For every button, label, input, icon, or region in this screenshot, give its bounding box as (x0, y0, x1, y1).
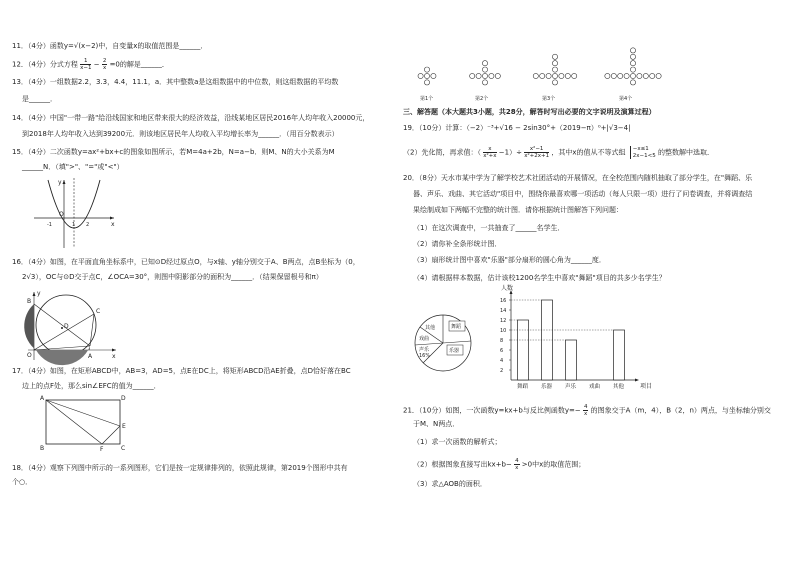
pattern-circle (624, 73, 629, 78)
question-18: 18．（4分）观察下列图中所示的一系列图形，它们是按一定规律排列的，依照此规律，第2019个图形中共有 (12, 464, 348, 472)
label-O: O (27, 352, 32, 359)
pattern-circle (552, 67, 557, 72)
pattern-circle (424, 73, 429, 78)
label-B: B (40, 445, 45, 452)
question-21-part1: （1）求一次函数的解析式； (413, 438, 502, 446)
question-14: 14．（4分）中国"一带一路"给沿线国家和地区带来很大的经济效益，沿线某地区居民2016年人均年收入20000元， (12, 114, 370, 122)
y-tick-label: 10 (500, 328, 507, 334)
label-B: B (27, 298, 32, 305)
question-18-line2: 个○． (12, 478, 33, 486)
x-tick-label: 声乐 (565, 384, 577, 390)
x-axis-arrow (635, 379, 639, 382)
pattern-circle (418, 73, 423, 78)
question-19: 19．（10分）计算：（−2）⁻³+√16 − 2sin30°+（2019−π）⁰+|√3−4| (403, 124, 631, 132)
pattern-circle (605, 73, 610, 78)
pattern-circle (637, 73, 642, 78)
pattern-circle (424, 67, 429, 72)
label-A: A (88, 353, 93, 360)
x-tick-label: 戏曲 (589, 384, 601, 390)
y-axis-label: y (58, 179, 62, 186)
label-D: D (64, 323, 69, 330)
pattern-circle (533, 73, 538, 78)
bar-声乐 (566, 340, 577, 380)
y-tick-label: 6 (500, 348, 504, 354)
question-21-part2: （2）根据图象直接写出kx+b− $\frac{4}{x}$ >0中x的取值范围； (413, 458, 586, 471)
y-tick-label: 14 (500, 308, 507, 314)
pie-label-opera: 戏曲 (419, 336, 430, 342)
circle-pattern-figures (407, 42, 677, 104)
label-C: C (121, 445, 126, 452)
y-tick-label: 8 (500, 338, 504, 344)
label-A: A (40, 395, 45, 402)
pie-label-other: 其他 (425, 325, 436, 331)
pattern-circle (630, 54, 635, 59)
pattern-circle (482, 73, 487, 78)
label-y: y (37, 290, 41, 297)
pie-label-instrument: 乐器 (449, 348, 460, 354)
pattern-circle (552, 80, 557, 85)
question-20-part2: （2）请你补全条形统计图． (413, 240, 502, 248)
tick-2: 2 (86, 222, 90, 228)
pie-label-vocal: 声乐 (419, 347, 430, 353)
pattern-circle (572, 73, 577, 78)
pattern-circle (540, 73, 545, 78)
pie-label-dance: 舞蹈 (451, 324, 462, 330)
origin-label: O (59, 211, 64, 218)
x-tick-label: 其他 (613, 384, 625, 390)
y-tick-label: 4 (500, 358, 504, 364)
question-16-line2: 2√3），OC与⊙D交于点C，∠OCA=30°，则图中阴影部分的面积为______．（结果保留根号和π） (22, 273, 323, 281)
figure-label-3: 第3个 (542, 96, 556, 102)
pattern-circle (650, 73, 655, 78)
question-21-part3: （3）求△AOB的面积． (413, 480, 487, 488)
label-C: C (96, 308, 101, 315)
pattern-circle (630, 67, 635, 72)
question-16: 16．（4分）如图，在平面直角坐标系中，已知⊙D经过原点O，与x轴、y轴分别交于A、B两点，点B坐标为（0， (12, 258, 360, 266)
pattern-circle (559, 73, 564, 78)
rectangle-figure (40, 394, 128, 452)
figure-label-4: 第4个 (619, 96, 633, 102)
question-19-part2: （2）先化简，再求值：（ $\frac{x}{\text{x²+x}}$ −1）÷ $\frac{\text{x²−1}}{\text{x²+2x+1}}$ ，其中x的值从不等式组 −x≤1 2x−1<5 的整数解中选取． (403, 146, 714, 159)
x-axis-label: x (111, 221, 115, 228)
question-21: 21．（10分）如图，一次函数y=kx+b与反比例函数y=− $\frac{4}{x}$ 的图象交于A（m，4），B（2，n）两点，与坐标轴分别交 (403, 404, 771, 417)
y-axis-title: 人数 (501, 285, 514, 292)
pattern-circle (630, 73, 635, 78)
fraction-4-over-x: $\frac{4}{x}$ (583, 404, 588, 417)
tick-minus-1: -1 (47, 222, 52, 228)
pattern-circle (470, 73, 475, 78)
circle-figure (24, 290, 120, 362)
question-20: 20．（8分）天水市某中学为了解学校艺术社团活动的开展情况，在全校范围内随机抽取了部分学生，在"舞蹈、乐 (403, 174, 753, 182)
question-15: 15．（4分）二次函数y=ax²+bx+c的图象如图所示，若M=4a+2b，N=a−b．则M、N的大小关系为M (12, 148, 335, 156)
x-tick-label: 舞蹈 (517, 384, 529, 390)
pattern-circle (630, 61, 635, 66)
fraction-2: $\frac{2}{x}$ (102, 58, 107, 71)
pie-chart (409, 305, 489, 385)
pattern-circle (495, 73, 500, 78)
label-x: x (112, 353, 116, 360)
tick-1: 1 (72, 222, 76, 228)
label-E: E (122, 423, 126, 430)
question-15-line2: ______N．（填">"、"="或"<"） (22, 163, 124, 171)
pattern-circle (546, 73, 551, 78)
question-13: 13．（4分）一组数据2.2，3.3，4.4，11.1，a．其中整数a是这组数据中的中位数，则这组数据的平均数 (12, 78, 339, 86)
label-F: F (100, 446, 104, 453)
fraction-4-over-x-2: $\frac{4}{x}$ (515, 458, 519, 471)
section-3-heading: 三、解答题（本大题共3小题，共28分，解答时写出必要的文字说明及演算过程） (403, 108, 656, 116)
pattern-circle (618, 73, 623, 78)
pattern-circle (630, 80, 635, 85)
bar-chart (489, 285, 653, 394)
bar-舞蹈 (518, 320, 529, 380)
parabola-graph (28, 176, 118, 250)
inequality-system: −x≤1 2x−1<5 (630, 146, 656, 159)
pattern-circle (643, 73, 648, 78)
question-17: 17．（4分）如图，在矩形ABCD中，AB=3，AD=5，点E在DC上，将矩形ABCD沿AE折叠，点D恰好落在BC (12, 367, 351, 375)
pattern-circle (476, 73, 481, 78)
label-D: D (121, 395, 126, 402)
pattern-circle (489, 73, 494, 78)
fraction-1: $\frac{1}{x-1}$ (80, 58, 92, 71)
pattern-circle (552, 73, 557, 78)
question-20-line2: 器、声乐、戏曲、其它活动"项目中，围绕你最喜欢哪一项活动（每人只限一项）进行了问卷调查，并将调查结 (413, 190, 753, 198)
fraction-x-over: $\frac{x}{\text{x²+x}}$ (483, 146, 497, 159)
question-14-line2: 到2018年人均年收入达到39200元．则该地区居民年人均收入平均增长率为______．（用百分数表示） (22, 130, 339, 138)
pattern-circle (552, 61, 557, 66)
pattern-circle (482, 67, 487, 72)
question-11: 11．（4分）函数y=√(x−2)中，自变量x的取值范围是______． (12, 42, 208, 50)
question-20-line3: 果绘制成如下两幅不完整的统计图．请你根据统计图解答下列问题： (413, 206, 623, 214)
question-20-part3: （3）扇形统计图中喜欢"乐器"部分扇形的圆心角为______度． (413, 256, 606, 264)
y-tick-label: 12 (500, 318, 507, 324)
question-13-line2: 是______． (22, 95, 57, 103)
y-tick-label: 2 (500, 368, 504, 374)
pattern-circle (630, 48, 635, 53)
pattern-circle (431, 73, 436, 78)
pattern-circle (611, 73, 616, 78)
pattern-circle (552, 54, 557, 59)
question-12: 12．（4分）分式方程 $\frac{1}{x-1}$ − $\frac{2}{x}$ =0的解是______． (12, 58, 169, 71)
bar-其他 (614, 330, 625, 380)
question-20-part1: （1）在这次调查中，一共抽查了______名学生． (413, 224, 565, 232)
pattern-circle (424, 80, 429, 85)
pie-label-pct: 16% (419, 353, 431, 359)
question-21-line2: 于M、N两点． (413, 420, 460, 428)
figure-label-1: 第1个 (420, 96, 434, 102)
pattern-circle (656, 73, 661, 78)
figure-label-2: 第2个 (475, 96, 489, 102)
pattern-circle (482, 80, 487, 85)
question-20-part4: （4）请根据样本数据，估计该校1200名学生中喜欢"舞蹈"项目的共多少名学生？ (413, 274, 666, 282)
y-tick-label: 16 (500, 298, 507, 304)
x-tick-label: 乐器 (541, 384, 553, 390)
pattern-circle (482, 61, 487, 66)
fraction-x2: $\frac{\text{x²−1}}{\text{x²+2x+1}}$ (524, 146, 550, 159)
x-axis-title: 项目 (640, 383, 653, 390)
pattern-circle (565, 73, 570, 78)
question-17-line2: 边上的点F处，那么sin∠EFC的值为______． (22, 382, 161, 390)
